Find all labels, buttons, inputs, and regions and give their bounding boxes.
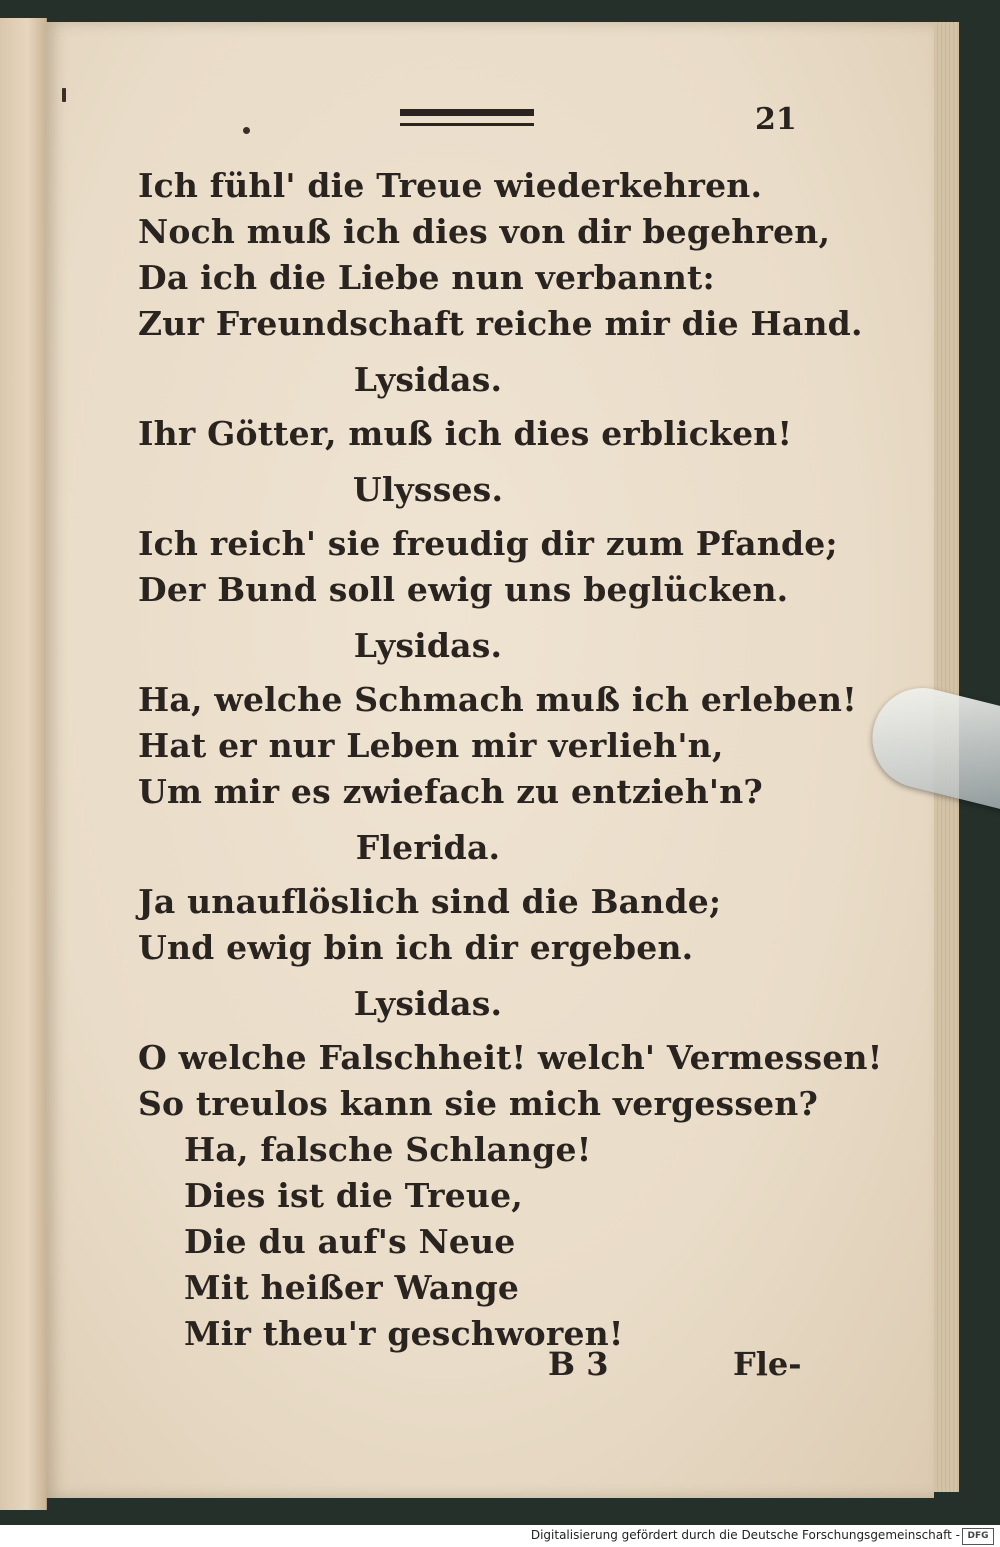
verse-line-indented: Mir theu'r geschworen! [184, 1314, 624, 1353]
verse-line: Und ewig bin ich dir ergeben. [138, 928, 694, 967]
speaker-name: Ulysses. [352, 470, 504, 509]
page-number: 21 [755, 102, 797, 137]
verse-line: Ich fühl' die Treue wiederkehren. [138, 166, 763, 205]
verse-line: Um mir es zwiefach zu entzieh'n? [138, 772, 763, 811]
verse-line: Ja unauflöslich sind die Bande; [138, 882, 722, 921]
verse-line-indented: Ha, falsche Schlange! [184, 1130, 592, 1169]
header-rule-thin [400, 123, 534, 126]
verse-line: Zur Freundschaft reiche mir die Hand. [138, 304, 863, 343]
speaker-name: Lysidas. [353, 984, 503, 1023]
ornament-dot [243, 127, 250, 134]
speaker-name: Flerida. [355, 828, 501, 867]
signature-mark: B 3 [548, 1345, 609, 1383]
credit-bar [0, 1525, 1000, 1547]
verse-line-indented: Mit heißer Wange [184, 1268, 520, 1307]
verse-line-indented: Die du auf's Neue [184, 1222, 516, 1261]
verse-line: Hat er nur Leben mir verlieh'n, [138, 726, 724, 765]
dfg-logo: DFG [962, 1528, 994, 1545]
verse-line: Ich reich' sie freudig dir zum Pfande; [138, 524, 838, 563]
gutter-mark [62, 88, 66, 102]
verse-line-indented: Dies ist die Treue, [184, 1176, 523, 1215]
catchword: Fle- [733, 1345, 802, 1383]
verse-line: Ha, welche Schmach muß ich erleben! [138, 680, 857, 719]
speaker-name: Lysidas. [353, 626, 503, 665]
credit-text: Digitalisierung gefördert durch die Deutsche Forschungsgemeinschaft - [530, 1528, 960, 1542]
verse-line: O welche Falschheit! welch' Vermessen! [138, 1038, 883, 1077]
verse-line: So treulos kann sie mich vergessen? [138, 1084, 819, 1123]
header-rule-thick [400, 109, 534, 116]
verse-line: Ihr Götter, muß ich dies erblicken! [138, 414, 793, 453]
speaker-name: Lysidas. [353, 360, 503, 399]
previous-page-edge [0, 18, 47, 1510]
verse-line: Der Bund soll ewig uns beglücken. [138, 570, 789, 609]
verse-text-block [138, 163, 883, 1357]
verse-line: Da ich die Liebe nun verbannt: [138, 258, 715, 297]
verse-line: Noch muß ich dies von dir begehren, [138, 212, 831, 251]
